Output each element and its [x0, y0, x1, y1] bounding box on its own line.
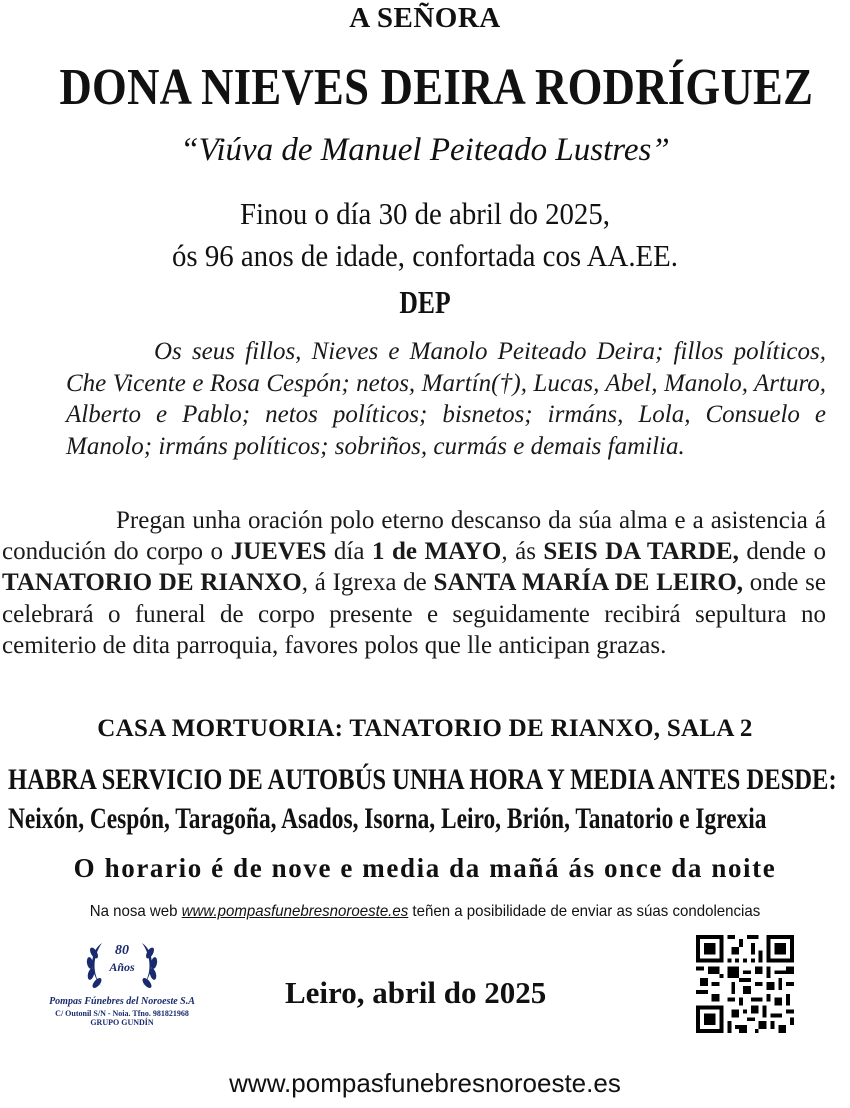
prayer-text: onde se celebrará o funeral de corpo presente e seguidamente recibirá sepultura no cemiterio de dita parroquia, favores polos que lle anticipan grazas. — [2, 569, 826, 659]
prayer-text: dende o — [738, 538, 827, 566]
prayer-text: día — [326, 538, 372, 566]
prayer-text: , á Igrexa de — [301, 569, 434, 597]
company-logo — [22, 935, 222, 1045]
prayer-paragraph — [2, 505, 826, 661]
company-name: Pompas Fúnebres del Noroeste S.A — [49, 996, 195, 1007]
age-line: ós 96 anos de idade, confortada cos AA.EE. — [171, 238, 678, 273]
death-date-line: Finou o día 30 de abril do 2025, — [240, 196, 610, 231]
company-group: GRUPO GUNDÍN — [90, 1018, 154, 1027]
family-text: Os seus fillos, Nieves e Manolo Peiteado Deira; fillos políticos, Che Vicente e Rosa Cespón; netos, Martín(†), Lucas, Abel, Manolo, Arturo, Alberto e Pablo; netos políticos; bisnetos; irmáns, Lola, Consuelo e Manolo; irmáns políticos; sobriños, curmás e demais familia. — [66, 338, 826, 460]
company-address: C/ Outonil S/N - Noia. Tfno. 981821968 — [55, 1009, 189, 1018]
web-note — [26, 903, 825, 921]
place-date: Leiro, abril do 2025 — [285, 975, 547, 1010]
dep-label: DEP — [399, 284, 451, 320]
prayer-time: SEIS DA TARDE, — [543, 538, 739, 566]
footer-website[interactable]: www.pompasfunebresnoroeste.es — [229, 1068, 621, 1098]
widow-of: “Viúva de Manuel Peiteado Lustres” — [180, 132, 670, 168]
qr-code-icon[interactable] — [696, 935, 794, 1033]
web-note-text: teñen a posibilidade de enviar as súas condolencias — [408, 903, 761, 920]
prayer-text: Pregan unha oración polo eterno descanso da súa alma e a asistencia á condución do corpo o — [2, 507, 826, 566]
casa-mortuoria: CASA MORTUORIA: TANATORIO DE RIANXO, SALA 2 — [97, 715, 753, 742]
salutation: A SEÑORA — [349, 2, 501, 34]
prayer-day: JUEVES — [230, 538, 327, 566]
web-note-link[interactable]: www.pompasfunebresnoroeste.es — [181, 903, 409, 920]
bus-stops: Neixón, Cespón, Taragoña, Asados, Isorna, Leiro, Brión, Tanatorio e Igrexia — [8, 802, 767, 835]
opening-hours: O horario é de nove e media da mañá ás once da noite — [73, 853, 777, 883]
web-note-text: Na nosa web — [89, 903, 182, 920]
bus-service-title: HABRA SERVICIO DE AUTOBÚS UNHA HORA Y MEDIA ANTES DESDE: — [8, 763, 837, 796]
prayer-church: SANTA MARÍA DE LEIRO, — [433, 569, 744, 597]
prayer-text: , ás — [501, 538, 544, 566]
prayer-date: 1 de MAYO — [371, 538, 502, 566]
deceased-name: DONA NIEVES DEIRA RODRÍGUEZ — [59, 59, 814, 116]
years-number: 80 — [115, 943, 129, 958]
family-paragraph — [66, 336, 826, 462]
prayer-funeral-home: TANATORIO DE RIANXO — [2, 569, 302, 597]
years-label: Años — [109, 960, 135, 974]
